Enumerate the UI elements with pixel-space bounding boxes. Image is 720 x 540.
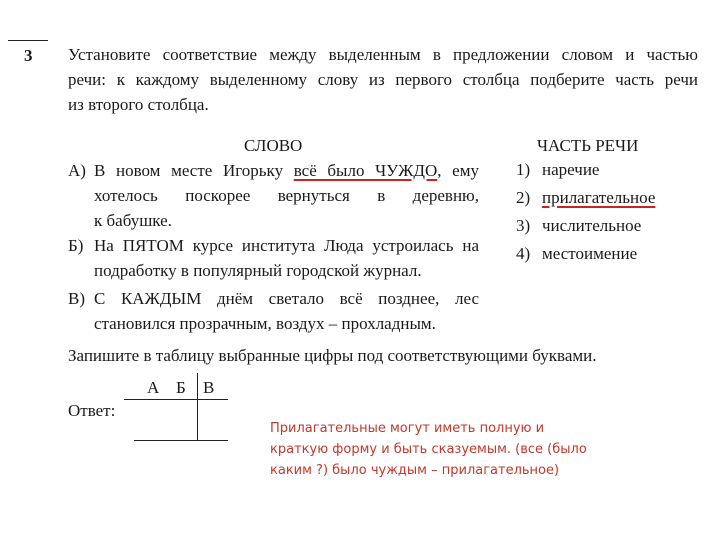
sentence-letter: А) [68, 161, 86, 180]
table-rule-top [124, 399, 228, 400]
table-divider [197, 373, 198, 441]
instruction-line: из второго столбца. [68, 95, 209, 114]
item-number: 3) [516, 216, 531, 235]
answer-header-b: Б [176, 378, 186, 397]
sentence-c [68, 286, 488, 336]
item-number: 4) [516, 244, 531, 263]
sentence-line: На ПЯТОМ курсе института Люда устроилась на [94, 236, 479, 255]
item-number: 1) [516, 160, 531, 179]
sentence-b [68, 233, 488, 283]
answer-table [124, 373, 244, 443]
explanation-note: Прилагательные могут иметь полную и краткую форму и быть сказуемым. (все (было каким ?) было чуждым – прилагательное) [270, 421, 587, 478]
sentence-line: С КАЖДЫМ днём светало всё позднее, лес [94, 289, 479, 308]
sentence-a [68, 158, 488, 233]
list-item [516, 241, 706, 269]
sentence-line: подработку в популярный городской журнал. [94, 261, 422, 280]
underlined-phrase: всё было ЧУЖДО [293, 161, 438, 180]
column-header-part-of-speech: ЧАСТЬ РЕЧИ [537, 136, 639, 155]
instruction-line: Установите соответствие между выделенным в предложении словом и частью [68, 45, 698, 64]
task-instruction [68, 42, 698, 117]
sentence-line: хотелось поскорее вернуться в деревню, [94, 186, 479, 205]
column-header-word: СЛОВО [244, 136, 303, 155]
sentence-line: к бабушке. [94, 211, 172, 230]
parts-of-speech-list [516, 157, 706, 269]
answer-header-a: А [147, 378, 160, 397]
task-number-rule [8, 40, 48, 41]
item-label: местоимение [542, 244, 638, 263]
item-label: наречие [542, 160, 600, 179]
sentence-letter: В) [68, 289, 85, 308]
item-number: 2) [516, 188, 531, 207]
list-item [516, 157, 706, 185]
item-label: числительное [542, 216, 642, 235]
table-instruction: Запишите в таблицу выбранные цифры под соответствующими буквами. [68, 346, 597, 365]
task-number: 3 [24, 46, 33, 65]
list-item [516, 185, 706, 213]
sentence-letter: Б) [68, 236, 84, 255]
answer-label: Ответ: [68, 401, 116, 420]
instruction-line: речи: к каждому выделенному слову из первого столбца подберите часть речи [68, 70, 698, 89]
sentence-line: В новом месте Игорьку всё было ЧУЖДО, ему [94, 161, 479, 180]
list-item [516, 213, 706, 241]
answer-header-c: В [203, 378, 215, 397]
sentence-line: становился прозрачным, воздух – прохладным. [94, 314, 436, 333]
table-rule-bottom [134, 440, 228, 441]
item-label: прилагательное [542, 188, 656, 207]
